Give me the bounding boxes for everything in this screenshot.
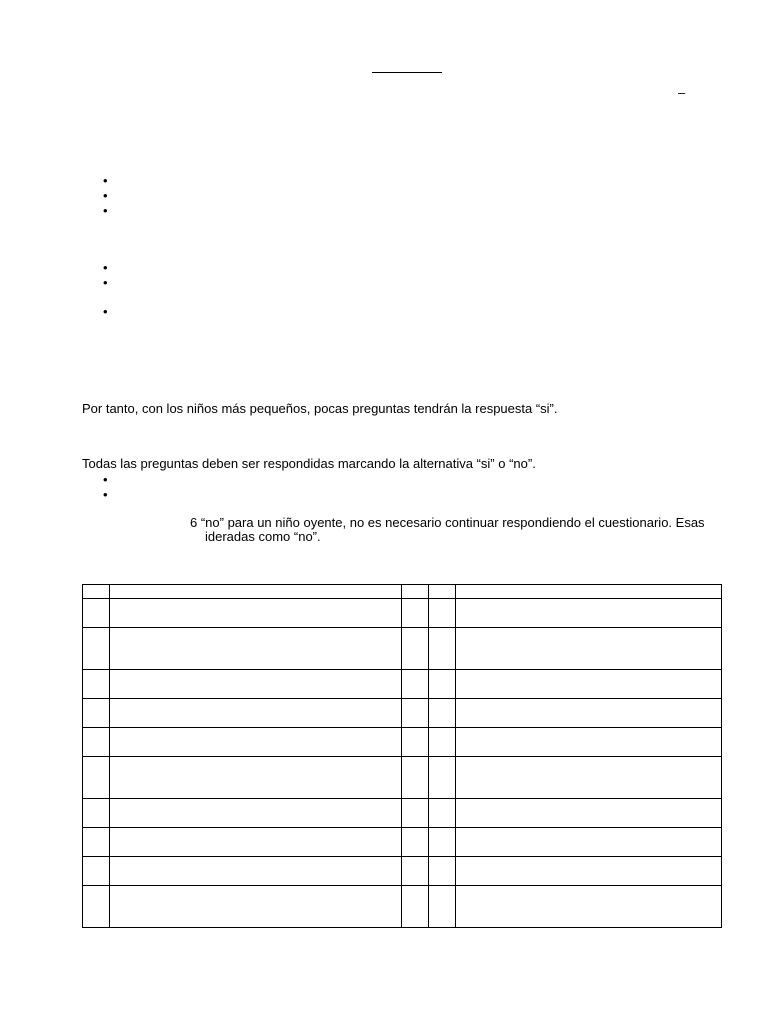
table-cell [110, 886, 402, 928]
paragraph-2: Todas las preguntas deben ser respondidas marcando la alternativa “si” o “no”. [82, 456, 536, 471]
table-header-row [83, 585, 722, 599]
table-row [83, 628, 722, 670]
bullet-icon: • [103, 275, 108, 290]
bullet-icon: • [103, 487, 108, 502]
table-cell [83, 628, 110, 670]
table-row [83, 757, 722, 799]
paragraph-3-line-1: 6 “no” para un niño oyente, no es necesario continuar respondiendo el cuestionario. Esas [190, 515, 705, 530]
no-checkbox-cell[interactable] [429, 799, 456, 828]
no-checkbox-cell[interactable] [429, 670, 456, 699]
table-row [83, 699, 722, 728]
table-cell [83, 886, 110, 928]
bullet-icon: • [103, 173, 108, 188]
paragraph-1: Por tanto, con los niños más pequeños, pocas preguntas tendrán la respuesta “si”. [82, 401, 558, 416]
table-cell [456, 857, 722, 886]
table-row [83, 670, 722, 699]
table-cell [110, 599, 402, 628]
yes-checkbox-cell[interactable] [402, 628, 429, 670]
table-header-cell [83, 585, 110, 599]
title-underline [372, 72, 442, 73]
no-checkbox-cell[interactable] [429, 828, 456, 857]
table-cell [456, 699, 722, 728]
yes-checkbox-cell[interactable] [402, 599, 429, 628]
yes-checkbox-cell[interactable] [402, 828, 429, 857]
table-header-cell [110, 585, 402, 599]
yes-checkbox-cell[interactable] [402, 857, 429, 886]
yes-checkbox-cell[interactable] [402, 757, 429, 799]
paragraph-3-line-2: ideradas como “no”. [205, 529, 321, 544]
table-row [83, 857, 722, 886]
table-cell [83, 857, 110, 886]
table-cell [83, 699, 110, 728]
yes-checkbox-cell[interactable] [402, 886, 429, 928]
table-row [83, 599, 722, 628]
table-cell [83, 828, 110, 857]
yes-checkbox-cell[interactable] [402, 670, 429, 699]
table-cell [110, 857, 402, 886]
table-cell [83, 799, 110, 828]
table-cell [83, 757, 110, 799]
table-cell [456, 628, 722, 670]
yes-checkbox-cell[interactable] [402, 799, 429, 828]
no-checkbox-cell[interactable] [429, 886, 456, 928]
no-checkbox-cell[interactable] [429, 699, 456, 728]
table-cell [456, 828, 722, 857]
table-cell [456, 670, 722, 699]
table-header-cell [429, 585, 456, 599]
table-row [83, 799, 722, 828]
table-cell [456, 886, 722, 928]
table-cell [110, 670, 402, 699]
no-checkbox-cell[interactable] [429, 599, 456, 628]
no-checkbox-cell[interactable] [429, 728, 456, 757]
no-checkbox-cell[interactable] [429, 857, 456, 886]
table-cell [83, 599, 110, 628]
table-cell [110, 828, 402, 857]
table-cell [456, 799, 722, 828]
bullet-icon: • [103, 203, 108, 218]
bullet-icon: • [103, 304, 108, 319]
table-row [83, 886, 722, 928]
table-cell [110, 628, 402, 670]
table-row [83, 728, 722, 757]
no-checkbox-cell[interactable] [429, 628, 456, 670]
yes-checkbox-cell[interactable] [402, 699, 429, 728]
table-cell [456, 728, 722, 757]
no-checkbox-cell[interactable] [429, 757, 456, 799]
table-cell [83, 728, 110, 757]
bullet-icon: • [103, 260, 108, 275]
table-header-cell [456, 585, 722, 599]
corner-dash: – [678, 85, 686, 100]
questionnaire-table [82, 584, 722, 928]
table-cell [110, 799, 402, 828]
table-cell [83, 670, 110, 699]
table-cell [110, 728, 402, 757]
bullet-icon: • [103, 472, 108, 487]
table-cell [456, 599, 722, 628]
table-row [83, 828, 722, 857]
table-cell [456, 757, 722, 799]
table-header-cell [402, 585, 429, 599]
table-cell [110, 757, 402, 799]
table-cell [110, 699, 402, 728]
bullet-icon: • [103, 188, 108, 203]
yes-checkbox-cell[interactable] [402, 728, 429, 757]
